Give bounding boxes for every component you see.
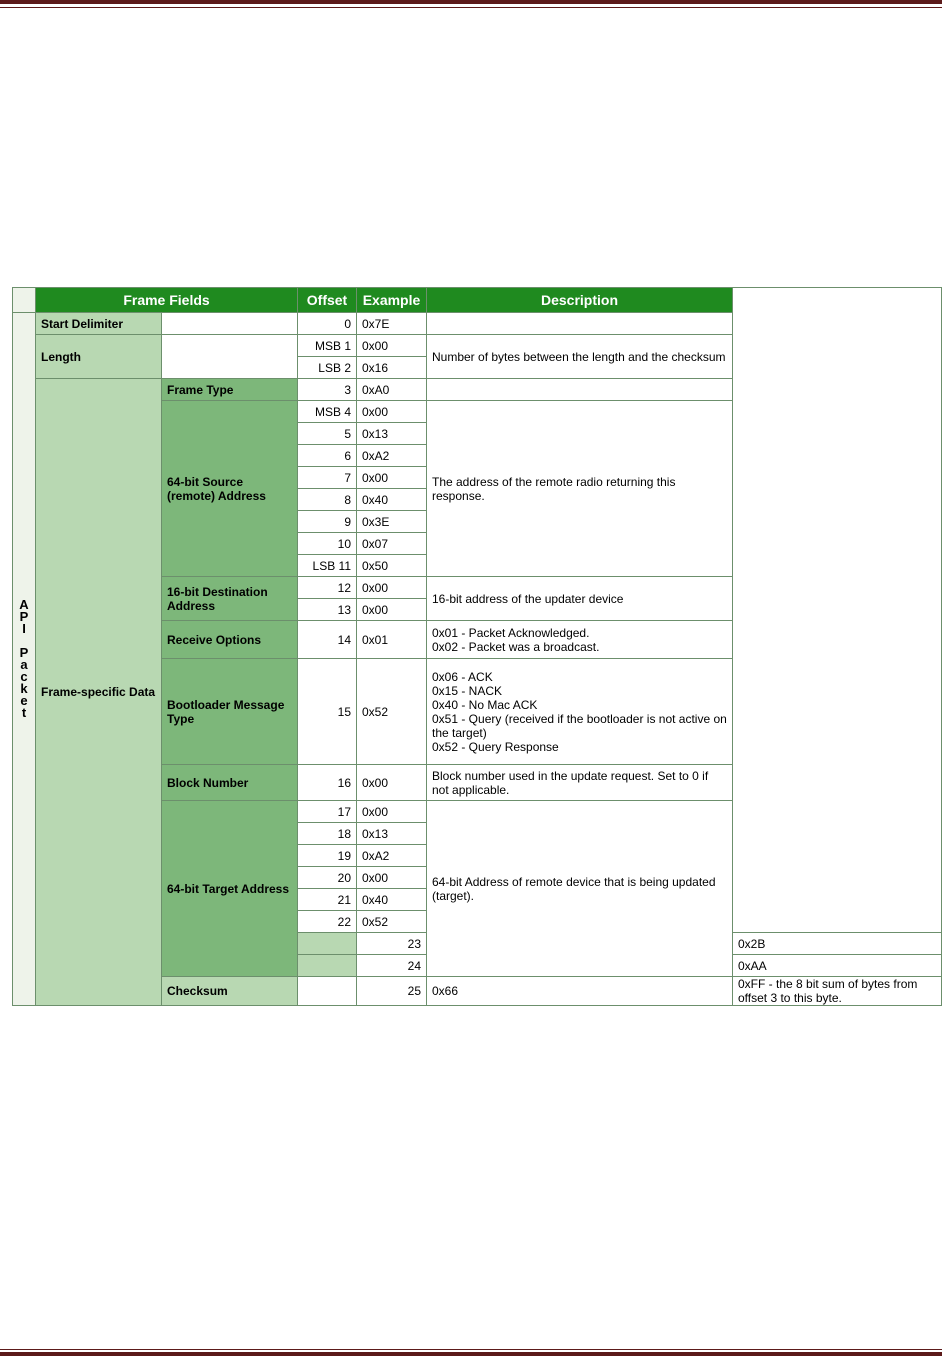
description-line: 0x06 - ACK [432, 669, 493, 684]
offset-cell: 18 [298, 823, 357, 845]
api-packet-letter: P [19, 645, 29, 660]
offset-cell: 25 [357, 977, 427, 1006]
offset-cell: 24 [357, 955, 427, 977]
example-cell: 0x01 [357, 621, 427, 659]
example-cell: 0x16 [357, 357, 427, 379]
api-frame-table [12, 287, 942, 1006]
table-row [13, 379, 942, 401]
example-cell: 0x52 [357, 911, 427, 933]
offset-cell: 22 [298, 911, 357, 933]
api-col-header [13, 288, 36, 313]
field-label: Frame Type [162, 379, 298, 401]
offset-cell: MSB 1 [298, 335, 357, 357]
offset-cell: 0 [298, 313, 357, 335]
field-label: Checksum [162, 977, 298, 1006]
example-cell: 0x40 [357, 489, 427, 511]
description-line: 0x52 - Query Response [432, 739, 559, 754]
blank-cell [162, 313, 298, 335]
field-label: 64-bit Target Address [162, 801, 298, 977]
example-cell: 0x00 [357, 599, 427, 621]
api-packet-letter: k [20, 681, 28, 696]
offset-cell: 13 [298, 599, 357, 621]
example-cell: 0xA2 [357, 845, 427, 867]
offset-cell: 16 [298, 765, 357, 801]
api-packet-label [13, 313, 36, 1006]
api-packet-letter: c [20, 669, 28, 684]
description-line: 0x01 - Packet Acknowledged. [432, 625, 590, 640]
example-cell: 0x07 [357, 533, 427, 555]
offset-cell: 23 [357, 933, 427, 955]
description-cell [427, 313, 733, 335]
offset-cell: LSB 11 [298, 555, 357, 577]
example-cell: 0x13 [357, 823, 427, 845]
description-cell: 16-bit address of the updater device [427, 577, 733, 621]
offset-cell: 6 [298, 445, 357, 467]
description-line: 0x15 - NACK [432, 683, 503, 698]
table-row [13, 335, 942, 357]
offset-cell: LSB 2 [298, 357, 357, 379]
example-cell: 0x13 [357, 423, 427, 445]
offset-cell: 19 [298, 845, 357, 867]
frame-specific-data-label: Frame-specific Data [36, 379, 162, 1006]
field-label: Block Number [162, 765, 298, 801]
header-example: Example [357, 288, 427, 313]
offset-cell: 5 [298, 423, 357, 445]
example-cell: 0x52 [357, 659, 427, 765]
example-cell: 0x00 [357, 765, 427, 801]
offset-cell: 15 [298, 659, 357, 765]
offset-cell: 7 [298, 467, 357, 489]
offset-cell: 3 [298, 379, 357, 401]
example-cell: 0x00 [357, 467, 427, 489]
offset-cell: 9 [298, 511, 357, 533]
example-cell: 0x00 [357, 577, 427, 599]
field-label: Receive Options [162, 621, 298, 659]
offset-cell: 20 [298, 867, 357, 889]
example-cell: 0x40 [357, 889, 427, 911]
header-rule-thin [0, 7, 942, 8]
offset-cell: 8 [298, 489, 357, 511]
offset-cell: 14 [298, 621, 357, 659]
description-cell: 0xFF - the 8 bit sum of bytes from offset 3 to this byte. [733, 977, 942, 1006]
field-label: 64-bit Source (remote) Address [162, 401, 298, 577]
api-packet-letter: A [19, 597, 29, 612]
example-cell: 0x7E [357, 313, 427, 335]
header-offset: Offset [298, 288, 357, 313]
description-cell [427, 621, 733, 659]
example-cell: 0x66 [427, 977, 733, 1006]
offset-cell: 21 [298, 889, 357, 911]
description-line: 0x02 - Packet was a broadcast. [432, 639, 600, 654]
api-packet-letter: e [20, 693, 28, 708]
offset-cell: 12 [298, 577, 357, 599]
example-cell: 0x00 [357, 335, 427, 357]
api-packet-letter: I [22, 621, 26, 636]
field-label: 16-bit Destination Address [162, 577, 298, 621]
description-cell: Number of bytes between the length and the checksum [427, 335, 733, 379]
blank-cell [162, 335, 298, 379]
example-cell: 0x00 [357, 867, 427, 889]
field-label: Start Delimiter [36, 313, 162, 335]
description-cell: The address of the remote radio returning this response. [427, 401, 733, 577]
api-packet-letter: t [21, 705, 27, 720]
offset-cell: 10 [298, 533, 357, 555]
blank-level1-cell [298, 955, 357, 977]
description-cell [427, 379, 733, 401]
offset-cell: 17 [298, 801, 357, 823]
api-packet-letter: P [19, 609, 29, 624]
example-cell: 0x00 [357, 401, 427, 423]
header-rule-thick [0, 0, 942, 4]
description-line: 0x40 - No Mac ACK [432, 697, 538, 712]
example-cell: 0xA2 [357, 445, 427, 467]
example-cell: 0x3E [357, 511, 427, 533]
example-cell: 0x2B [733, 933, 942, 955]
description-line: 0x51 - Query (received if the bootloader is not active on the target) [432, 711, 727, 740]
table-header-row [13, 288, 942, 313]
table-row [13, 313, 942, 335]
blank-level1-cell [298, 933, 357, 955]
header-description: Description [427, 288, 733, 313]
field-label: Length [36, 335, 162, 379]
blank-cell [298, 977, 357, 1006]
example-cell: 0x00 [357, 801, 427, 823]
api-packet-letter: a [20, 657, 28, 672]
example-cell: 0xA0 [357, 379, 427, 401]
description-cell [427, 659, 733, 765]
description-cell: Block number used in the update request. Set to 0 if not applicable. [427, 765, 733, 801]
field-label: Bootloader Message Type [162, 659, 298, 765]
footer-rule-thin [0, 1349, 942, 1350]
api-frame-table-container [12, 287, 942, 1006]
description-cell: 64-bit Address of remote device that is being updated (target). [427, 801, 733, 977]
offset-cell: MSB 4 [298, 401, 357, 423]
example-cell: 0xAA [733, 955, 942, 977]
footer-rule-thick [0, 1352, 942, 1356]
example-cell: 0x50 [357, 555, 427, 577]
header-frame-fields: Frame Fields [36, 288, 298, 313]
